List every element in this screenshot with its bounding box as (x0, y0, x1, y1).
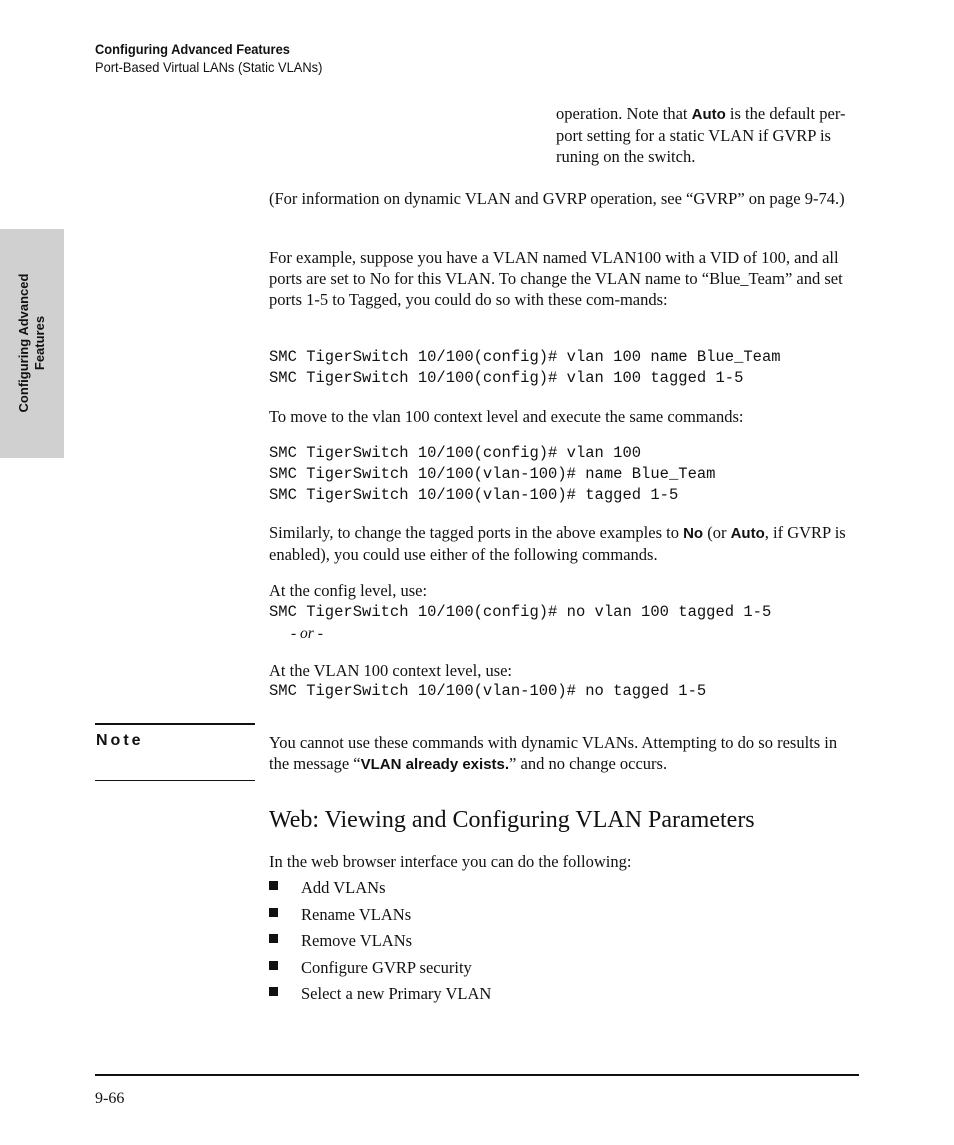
code-line: SMC TigerSwitch 10/100(config)# vlan 100 name Blue_Team (269, 348, 781, 366)
square-bullet-icon (269, 881, 278, 890)
list-item-label: Add VLANs (301, 878, 386, 897)
section-heading: Web: Viewing and Configuring VLAN Parameters (269, 807, 755, 833)
footer-rule (95, 1074, 859, 1076)
note-label: Note (96, 732, 144, 749)
similarly-paragraph (269, 522, 859, 565)
code-line: SMC TigerSwitch 10/100(vlan-100)# name Blue_Team (269, 465, 716, 483)
context-paragraph: To move to the vlan 100 context level and execute the same commands: (269, 407, 744, 426)
code-line: SMC TigerSwitch 10/100(vlan-100)# tagged 1-5 (269, 486, 679, 504)
list-item-label: Select a new Primary VLAN (301, 984, 492, 1004)
list-item-label: Rename VLANs (301, 904, 412, 924)
square-bullet-icon (269, 987, 278, 996)
intro-text-pre: operation. Note that (556, 104, 692, 123)
keyword-auto: Auto (691, 106, 726, 123)
page-number: 9-66 (95, 1090, 125, 1107)
note-text (269, 732, 859, 775)
list-item (269, 904, 491, 931)
list-item-label: Configure GVRP security (301, 957, 472, 977)
vlan-level-label: At the VLAN 100 context level, use: (269, 661, 513, 680)
keyword-auto: Auto (730, 525, 765, 542)
code-line: SMC TigerSwitch 10/100(config)# vlan 100 tagged 1-5 (269, 369, 744, 387)
note-top-rule (95, 723, 255, 725)
intro-text-post: is the default per-port setting for a static VLAN if GVRP is runing on the switch. (556, 104, 846, 166)
config-level-label: At the config level, use: (269, 581, 428, 600)
list-item (269, 983, 491, 1010)
code-line: SMC TigerSwitch 10/100(config)# vlan 100 (269, 444, 642, 462)
side-tab-line1: Configuring Advanced (16, 273, 31, 413)
similar-text-mid: (or (703, 523, 731, 542)
similar-text-post: , if GVRP is enabled), you could use either of the following commands. (269, 523, 846, 564)
vlan-level-command: SMC TigerSwitch 10/100(vlan-100)# no tagged 1-5 (269, 682, 707, 700)
info-paragraph: (For information on dynamic VLAN and GVRP operation, see “GVRP” on page 9-74.) (269, 189, 845, 208)
code-block-1 (269, 347, 781, 389)
web-intro: In the web browser interface you can do the following: (269, 852, 632, 871)
chapter-side-tab (0, 229, 64, 458)
list-item (269, 877, 491, 904)
note-text-post: ” and no change occurs. (509, 754, 668, 773)
or-separator: - or - (291, 625, 323, 642)
square-bullet-icon (269, 934, 278, 943)
side-tab-label (16, 274, 48, 413)
note-text-pre: You cannot use these commands with dynamic VLANs. Attempting to do so results in the message “ (269, 733, 838, 773)
code-block-2 (269, 443, 715, 506)
list-item (269, 930, 491, 957)
keyword-no: No (683, 525, 704, 542)
similar-text-pre: Similarly, to change the tagged ports in the above examples to (269, 523, 684, 542)
example-paragraph: For example, suppose you have a VLAN named VLAN100 with a VID of 100, and all ports are set to No for this VLAN. To change the VLAN name to “Blue_Team” and set ports 1-5 to Tagged, you could do so with these com-mands: (269, 248, 843, 309)
note-bottom-rule (95, 780, 255, 781)
list-item-label: Remove VLANs (301, 931, 413, 951)
square-bullet-icon (269, 961, 278, 970)
intro-continuation (556, 103, 856, 167)
note-message: VLAN already exists. (360, 756, 510, 773)
square-bullet-icon (269, 908, 278, 917)
side-tab-line2: Features (32, 315, 47, 371)
config-level-command: SMC TigerSwitch 10/100(config)# no vlan 100 tagged 1-5 (269, 603, 772, 621)
list-item (269, 957, 491, 984)
running-header-chapter: Configuring Advanced Features (95, 41, 290, 57)
web-feature-list (269, 877, 491, 1010)
running-header-section: Port-Based Virtual LANs (Static VLANs) (95, 59, 323, 75)
